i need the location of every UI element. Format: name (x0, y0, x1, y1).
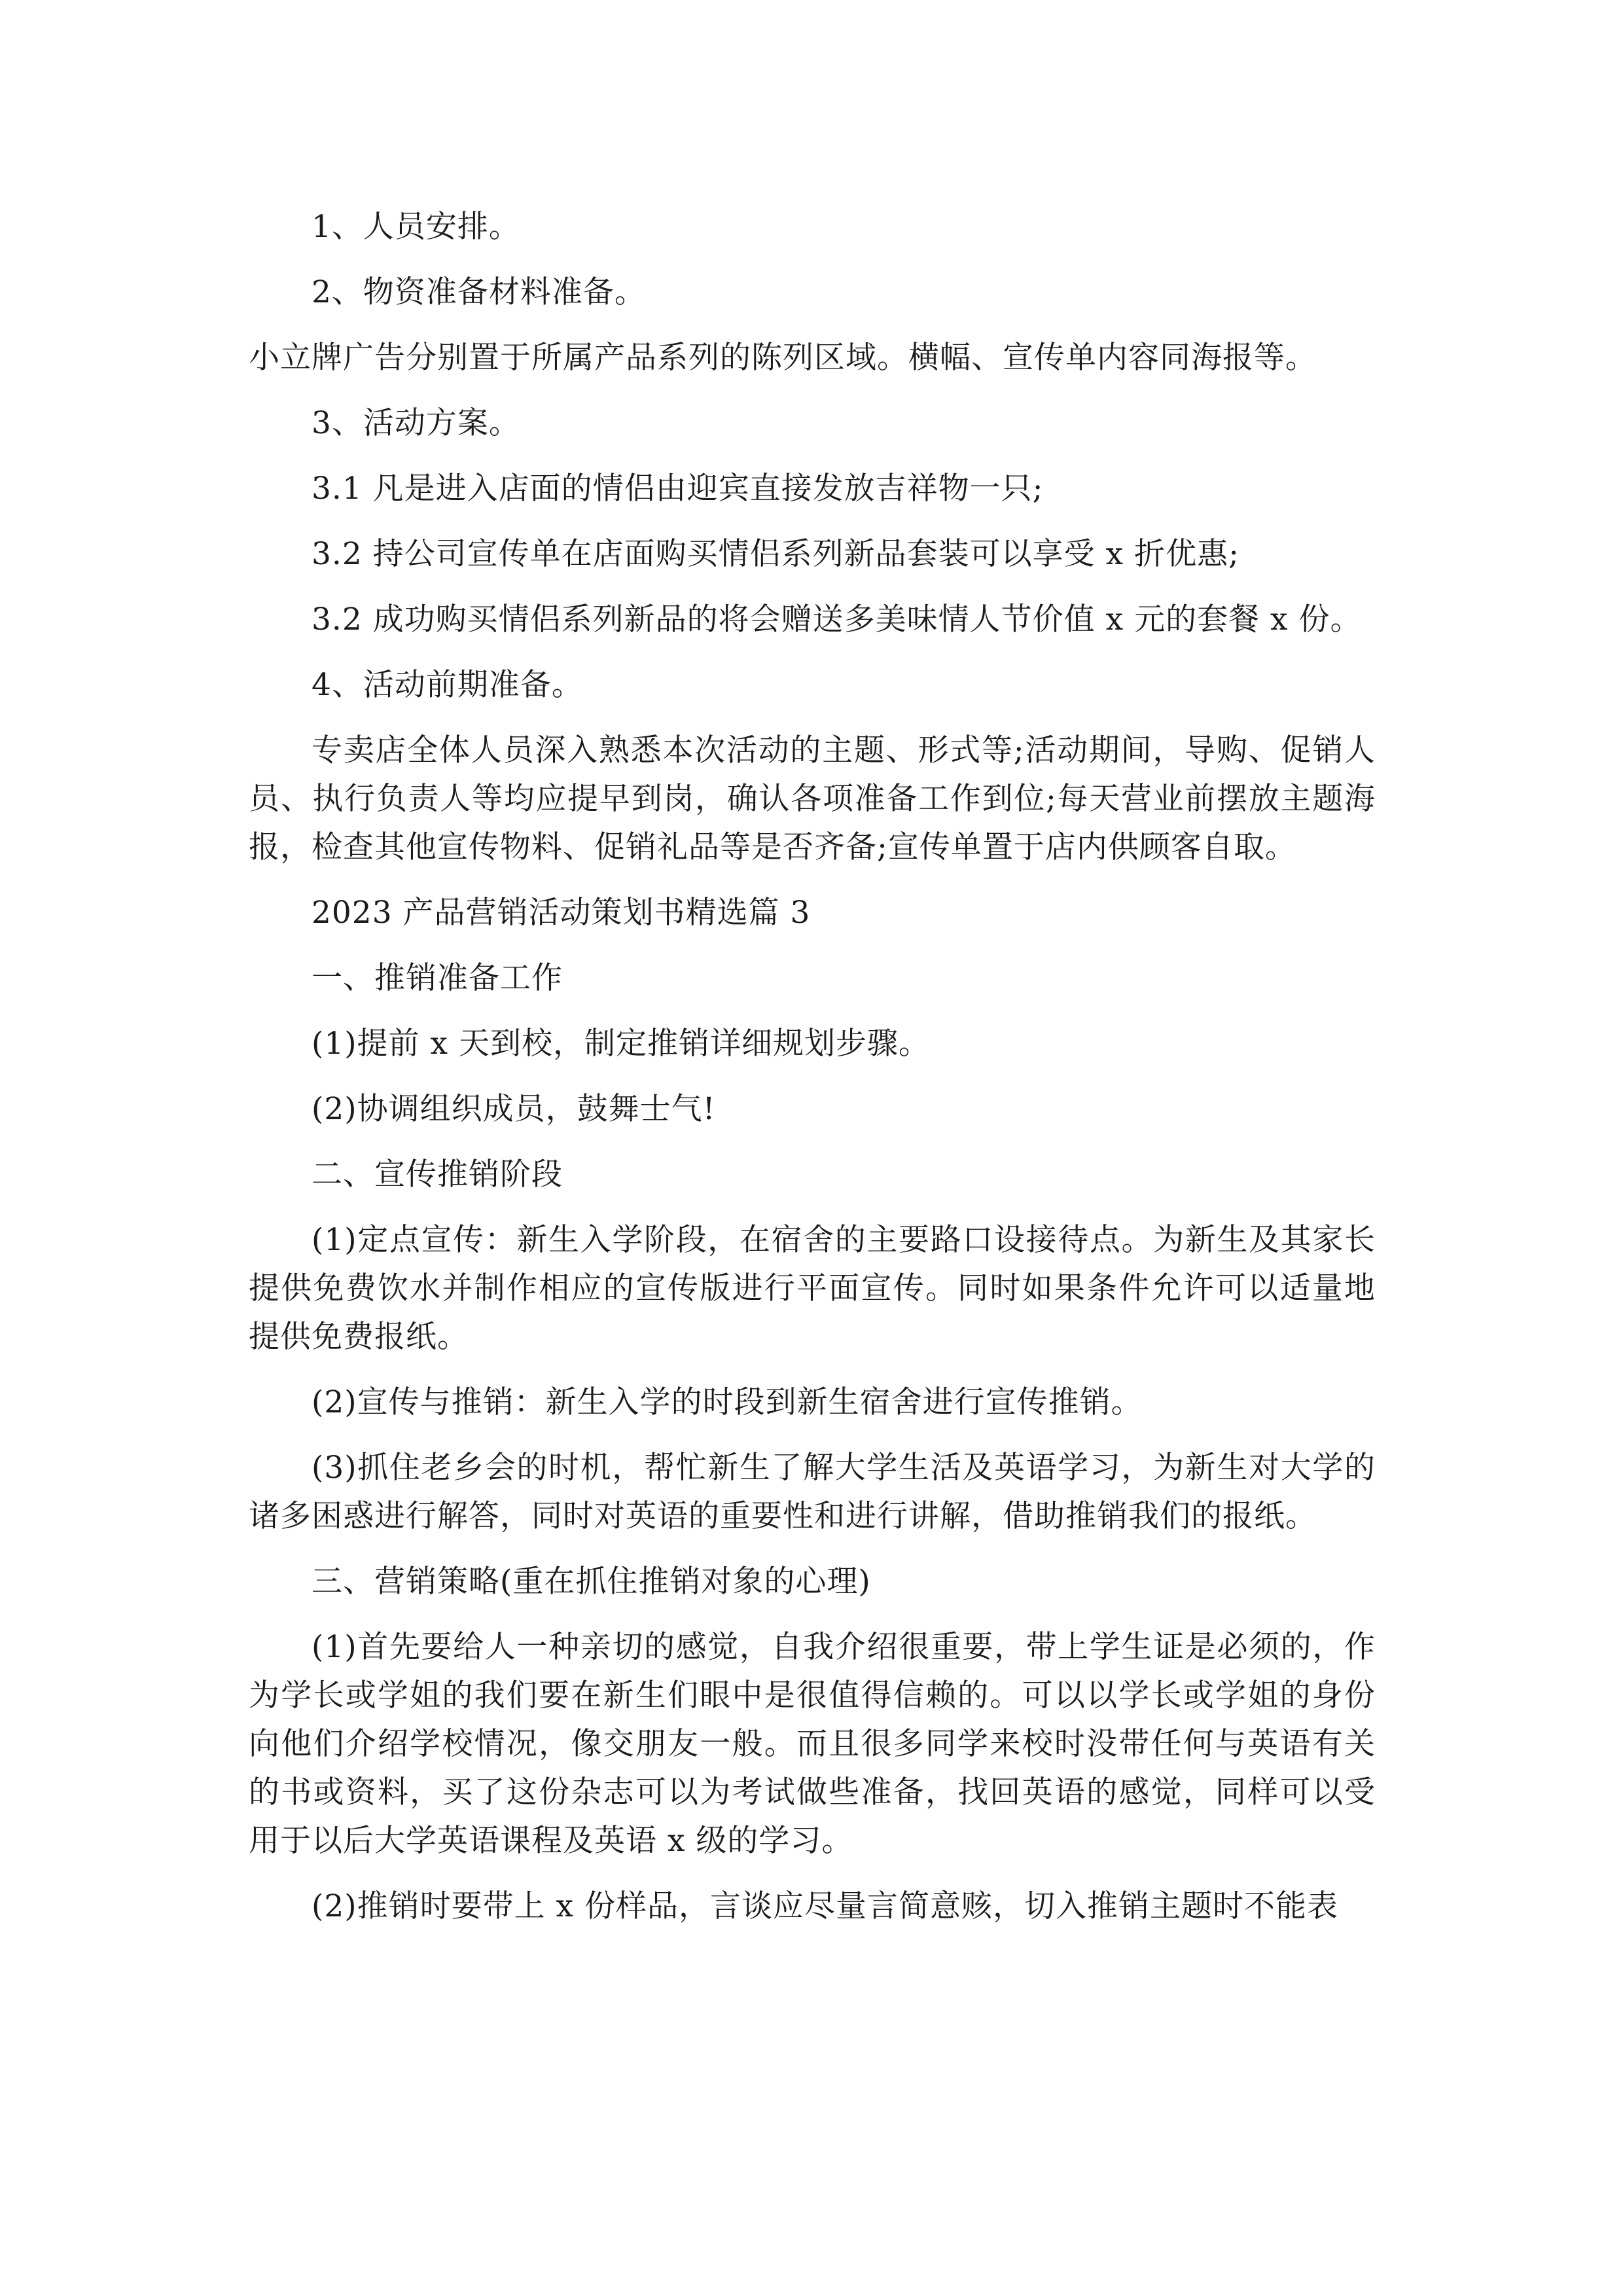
paragraph: 二、宣传推销阶段 (312, 1157, 563, 1193)
paragraph: (2)推销时要带上 x 份样品，言谈应尽量言简意赅，切入推销主题时不能表 (312, 1888, 1338, 1924)
paragraph: 3.2 持公司宣传单在店面购买情侣系列新品套装可以享受 x 折优惠; (312, 536, 1240, 572)
paragraph: 小立牌广告分别置于所属产品系列的陈列区域。横幅、宣传单内容同海报等。 (249, 340, 1317, 376)
document-body (249, 203, 1376, 1948)
paragraph: (2)协调组织成员，鼓舞士气! (312, 1091, 716, 1127)
paragraph: (3)抓住老乡会的时机，帮忙新生了解大学生活及英语学习，为新生对大学的诸多困惑进行解答，同时对英语的重要性和进行讲解，借助推销我们的报纸。 (249, 1450, 1376, 1534)
paragraph: 4、活动前期准备。 (312, 667, 583, 703)
paragraph: 一、推销准备工作 (312, 960, 563, 996)
section-heading: 2023 产品营销活动策划书精选篇 3 (312, 895, 811, 931)
paragraph: (1)提前 x 天到校，制定推销详细规划步骤。 (312, 1026, 930, 1062)
paragraph: 3、活动方案。 (312, 405, 520, 441)
paragraph: 3.1 凡是进入店面的情侣由迎宾直接发放吉祥物一只; (312, 471, 1044, 507)
paragraph: 三、营销策略(重在抓住推销对象的心理) (312, 1564, 871, 1600)
paragraph: 3.2 成功购买情侣系列新品的将会赠送多美味情人节价值 x 元的套餐 x 份。 (312, 601, 1362, 637)
paragraph: 专卖店全体人员深入熟悉本次活动的主题、形式等;活动期间，导购、促销人员、执行负责人等均应提早到岗，确认各项准备工作到位;每天营业前摆放主题海报，检查其他宣传物料、促销礼品等是否齐备;宣传单置于店内供顾客自取。 (249, 732, 1376, 865)
paragraph: (1)定点宣传：新生入学阶段，在宿舍的主要路口设接待点。为新生及其家长提供免费饮水并制作相应的宣传版进行平面宣传。同时如果条件允许可以适量地提供免费报纸。 (249, 1222, 1376, 1355)
paragraph: (1)首先要给人一种亲切的感觉，自我介绍很重要，带上学生证是必须的，作为学长或学姐的我们要在新生们眼中是很值得信赖的。可以以学长或学姐的身份向他们介绍学校情况，像交朋友一般。而且很多同学来校时没带任何与英语有关的书或资料，买了这份杂志可以为考试做些准备，找回英语的感觉，同样可以受用于以后大学英语课程及英语 x 级的学习。 (249, 1629, 1376, 1859)
paragraph: (2)宣传与推销：新生入学的时段到新生宿舍进行宣传推销。 (312, 1384, 1143, 1420)
paragraph: 2、物资准备材料准备。 (312, 274, 646, 310)
paragraph: 1、人员安排。 (312, 209, 520, 245)
